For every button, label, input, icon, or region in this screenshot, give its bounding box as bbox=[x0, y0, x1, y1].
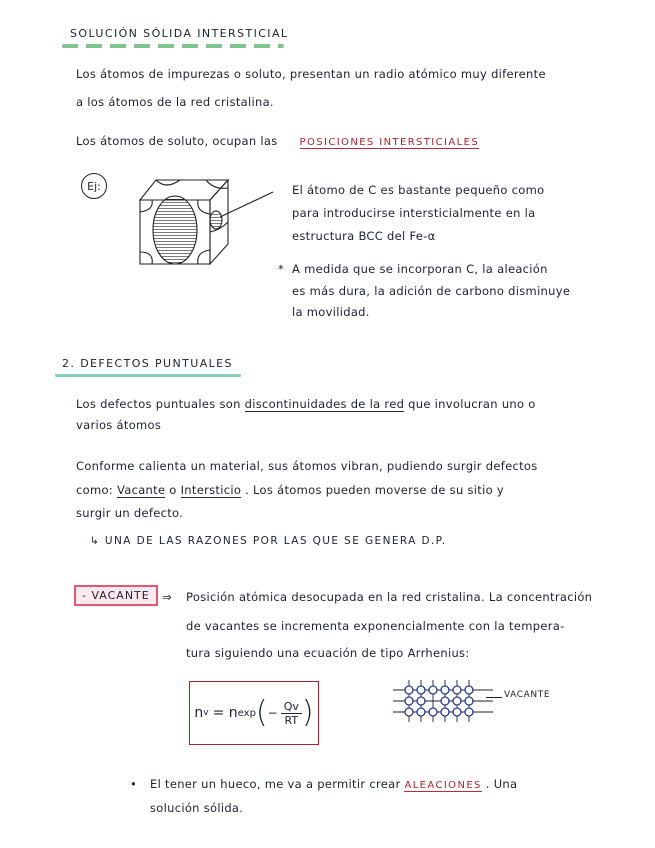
example-label: Ej: bbox=[81, 173, 107, 199]
s1-line3 bbox=[76, 134, 479, 148]
note2-line1: A medida que se incorporan C, la aleación bbox=[292, 262, 548, 276]
s2-p1-prefix: Los defectos puntuales son bbox=[76, 397, 241, 411]
arrow-note: ↳ UNA DE LAS RAZONES POR LAS QUE SE GENERA D.P. bbox=[90, 535, 447, 547]
term-vacante: Vacante bbox=[116, 483, 166, 497]
formula-n: n bbox=[194, 705, 204, 721]
vacante-line1: Posición atómica desocupada en la red cristalina. La concentración bbox=[186, 590, 593, 604]
bcc-cube-diagram bbox=[128, 172, 278, 272]
s1-line1: Los átomos de impurezas o soluto, presentan un radio atómico muy diferente bbox=[76, 67, 546, 81]
final-line1 bbox=[150, 777, 517, 791]
title-underline bbox=[62, 44, 284, 48]
highlight-aleaciones: ALEACIONES bbox=[404, 780, 482, 791]
s2-p2-o: o bbox=[169, 483, 177, 497]
vacante-line2: de vacantes se incrementa exponencialmente con la tempera- bbox=[186, 619, 565, 633]
formula-eq: = n bbox=[212, 705, 238, 721]
section1-title: SOLUCIÓN SÓLIDA INTERSTICIAL bbox=[70, 27, 289, 40]
note1-line3: estructura BCC del Fe-α bbox=[292, 229, 436, 243]
formula-denominator: RT bbox=[284, 713, 299, 727]
s2-p2-line1: Conforme calienta un material, sus átomos vibran, pudiendo surgir defectos bbox=[76, 459, 538, 473]
implies-arrow: ⇒ bbox=[162, 590, 172, 604]
s1-line2: a los átomos de la red cristalina. bbox=[76, 95, 274, 109]
s2-p1-underlined: discontinuidades de la red bbox=[244, 397, 405, 411]
s1-line3-prefix: Los átomos de soluto, ocupan las bbox=[76, 134, 278, 148]
s2-p2-prefix: como: bbox=[76, 483, 113, 497]
final-bullet: • bbox=[130, 777, 138, 791]
final-line2: solución sólida. bbox=[150, 801, 244, 815]
note1-line2: para introducirse intersticialmente en la bbox=[292, 206, 536, 220]
s2-p1-suffix: que involucran uno o bbox=[408, 397, 536, 411]
vacante-label: VACANTE bbox=[504, 690, 551, 700]
vacante-tag: - VACANTE bbox=[74, 585, 158, 606]
formula-numerator: Qv bbox=[281, 700, 302, 714]
vacante-line3: tura siguiendo una ecuación de tipo Arrhenius: bbox=[186, 646, 470, 660]
note2-line2: es más dura, la adición de carbono disminuye bbox=[292, 284, 571, 298]
vacancy-pointer bbox=[486, 697, 502, 698]
s2-p2-line2 bbox=[76, 483, 504, 497]
note1-line1: El átomo de C es bastante pequeño como bbox=[292, 183, 545, 197]
lattice-vacancy-diagram bbox=[393, 680, 493, 722]
final-prefix: El tener un hueco, me va a permitir crear bbox=[150, 777, 401, 791]
s2-p2-line3: surgir un defecto. bbox=[76, 506, 184, 520]
s2-p2-suffix: . Los átomos pueden moverse de su sitio y bbox=[245, 483, 505, 497]
s2-p1-line2: varios átomos bbox=[76, 418, 162, 432]
formula-fraction bbox=[281, 700, 302, 727]
note2-line3: la movilidad. bbox=[292, 305, 370, 319]
formula-exp: exp bbox=[237, 707, 256, 719]
star-bullet: * bbox=[278, 262, 285, 276]
formula-sub: v bbox=[203, 708, 209, 718]
arrhenius-formula: n v = n exp ( − $\frac{Qv}{RT}$ ) bbox=[189, 681, 319, 745]
s2-p1-line1 bbox=[76, 397, 536, 411]
section2-title: 2. DEFECTOS PUNTUALES bbox=[62, 357, 233, 370]
term-intersticio: Intersticio bbox=[180, 483, 242, 497]
final-suffix: . Una bbox=[485, 777, 518, 791]
formula-minus: − bbox=[267, 706, 278, 720]
highlight-intersticiales: POSICIONES INTERSTICIALES bbox=[299, 137, 480, 148]
section2-underline bbox=[55, 374, 241, 377]
